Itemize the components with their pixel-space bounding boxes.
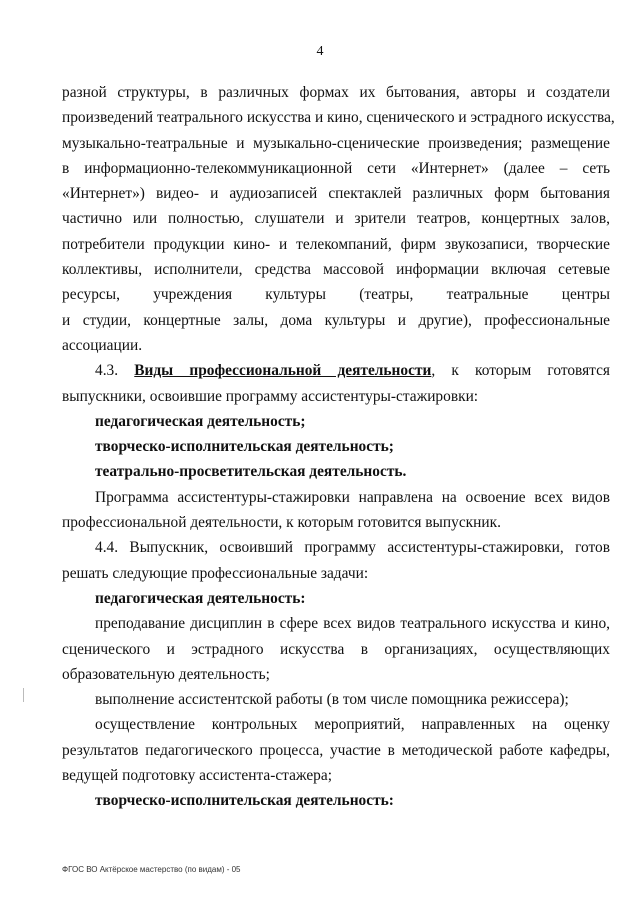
page-number: 4 xyxy=(316,44,324,59)
text-line: образовательную деятельность; xyxy=(62,665,270,683)
activity-item: творческо-исполнительская деятельность; xyxy=(95,438,394,456)
section-4-3-heading xyxy=(62,358,610,383)
body-text xyxy=(62,80,615,814)
section-title-rest: , к которым готовятся xyxy=(431,362,610,380)
text-line: потребители продукции кино- и телекомпаний, фирм звукозаписи, творческие xyxy=(62,235,610,253)
text-line: ведущей подготовку ассистента-стажера; xyxy=(62,767,332,785)
subheading-pedagogical: педагогическая деятельность: xyxy=(95,589,306,607)
text-line: ресурсы, учреждения культуры (театры, театральные центры xyxy=(62,286,610,304)
scan-mark xyxy=(23,688,24,702)
text-line: произведений театрального искусства и кино, сценического и эстрадного искусства, xyxy=(62,109,615,127)
text-line: в информационно-телекоммуникационной сети «Интернет» (далее – сеть xyxy=(62,159,610,177)
text-line: музыкально-театральные и музыкально-сценические произведения; размещение xyxy=(62,134,610,152)
text-line: профессиональной деятельности, к которым готовится выпускник. xyxy=(62,514,501,532)
text-line: выпускники, освоившие программу ассистентуры-стажировки: xyxy=(62,387,479,405)
text-line: преподавание дисциплин в сфере всех видов театрального искусства и кино, xyxy=(95,615,610,633)
activity-item: театрально-просветительская деятельность. xyxy=(95,463,407,481)
text-line: сценического и эстрадного искусства в организациях, осуществляющих xyxy=(62,640,610,658)
section-title: Виды профессиональной деятельности xyxy=(134,362,432,380)
text-line: «Интернет») видео- и аудиозаписей спектаклей различных форм бытования xyxy=(62,185,610,203)
text-line: результатов педагогического процесса, участие в методической работе кафедры, xyxy=(62,741,610,759)
text-line: осуществление контрольных мероприятий, направленных на оценку xyxy=(95,716,610,734)
footer: ФГОС ВО Актёрское мастерство (по видам) - 05 xyxy=(62,865,241,874)
subheading-creative: творческо-исполнительская деятельность: xyxy=(95,792,394,810)
text-line: и студии, концертные залы, дома культуры и другие), профессиональные xyxy=(62,311,610,329)
text-line: разной структуры, в различных формах их бытования, авторы и создатели xyxy=(62,84,610,101)
text-line: частично или полностью, слушатели и зрители театров, концертных залов, xyxy=(62,210,610,228)
activity-item: педагогическая деятельность; xyxy=(95,412,306,430)
text-line: коллективы, исполнители, средства массовой информации включая сетевые xyxy=(62,261,610,279)
text-line: выполнение ассистентской работы (в том числе помощника режиссера); xyxy=(95,691,569,709)
text-line: решать следующие профессиональные задачи: xyxy=(62,564,369,582)
section-4-4-heading: 4.4. Выпускник, освоивший программу ассистентуры-стажировки, готов xyxy=(95,539,610,557)
text-line: Программа ассистентуры-стажировки направлена на освоение всех видов xyxy=(95,488,610,506)
section-number: 4.3. xyxy=(95,362,119,380)
text-line: ассоциации. xyxy=(62,336,143,354)
